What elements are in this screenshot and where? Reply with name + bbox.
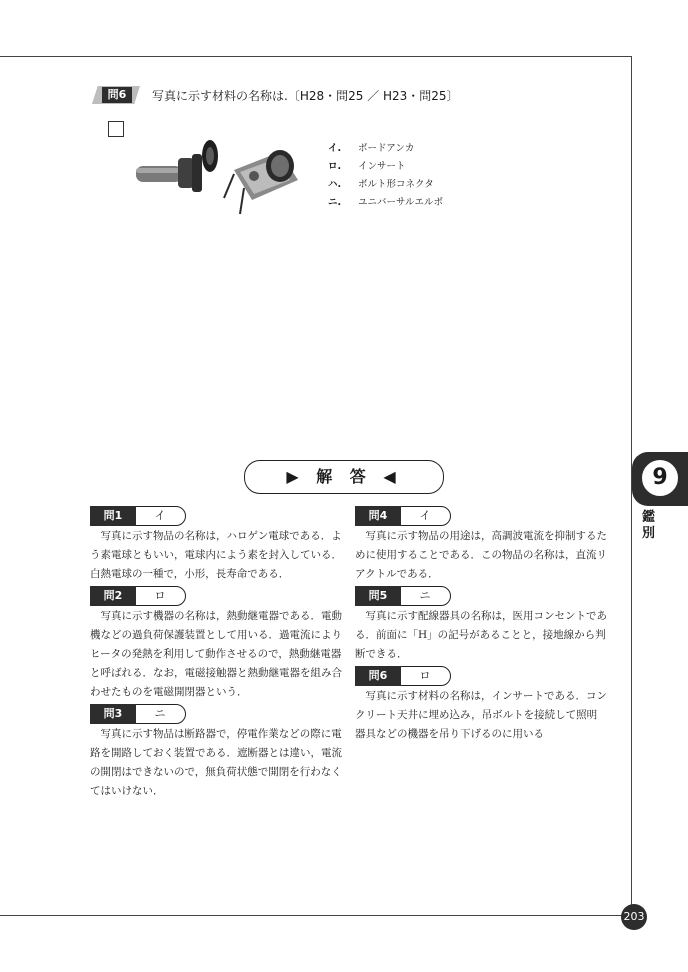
page-number: 203 [621,904,647,930]
option-key: ロ. [328,161,342,172]
answer-3-header [90,704,342,724]
answer-number: 問1 [90,506,136,526]
answer-1-text: 写真に示す物品の名称は，ハロゲン電球である．よう素電球ともいい，電球内によう素を封入している．白熱電球の一種で，小形，長寿命である． [90,530,342,580]
answer-6-text: 写真に示す材料の名称は，インサートである．コンクリート天井に埋め込み，吊ボルトを接続して照明器具などの機器を吊り下げるのに用いる [355,690,607,740]
option-ha [328,176,443,194]
insert-object-right [224,150,298,214]
option-label: ボードアンカ [358,143,415,154]
answer-number: 問3 [90,704,136,724]
answer-5-text: 写真に示す配線器具の名称は，医用コンセントである．前面に「H」の記号があることと，接地線から判断できる． [355,610,607,660]
chapter-number: 9 [640,458,680,498]
answer-3-text: 写真に示す物品は断路器で，停電作業などの際に電路を開路しておく装置である．遮断器とは違い，電流の開閉はできないので，無負荷状態で開閉を行わなくてはいけない． [90,728,342,797]
answer-section-banner [244,460,444,494]
chapter-label: 鑑別 [642,510,656,541]
question-badge [92,86,140,104]
option-ni [328,194,443,212]
answer-5-header [355,586,607,606]
answer-choice: イ [419,509,431,522]
option-key: ニ. [328,197,342,208]
answers-left-column [90,504,342,801]
answer-number: 問2 [90,586,136,606]
question-badge-label: 問6 [102,87,132,103]
question-text: 写真に示す材料の名称は.〔H28・問25 ／ H23・問25〕 [152,89,459,103]
answer-choice: ロ [419,669,431,682]
option-key: ハ. [328,179,342,190]
option-label: ユニバーサルエルボ [358,197,444,208]
answers-right-column [355,504,607,744]
answer-number: 問4 [355,506,401,526]
page-frame-bottom-line [0,915,632,916]
material-photo [130,128,310,218]
option-key: イ. [328,143,342,154]
answer-section-title: ▶ 解 答 ◀ [286,467,402,486]
answer-number: 問5 [355,586,401,606]
answer-choice: イ [154,509,166,522]
option-label: インサート [358,161,406,172]
option-i [328,140,443,158]
answer-1-header [90,506,342,526]
answer-2-text: 写真に示す機器の名称は，熱動継電器である．電動機などの過負荷保護装置として用いる．過電流によりヒータの発熱を利用して動作させるので，熱動継電器と呼ばれる．なお，電磁接触器と熱動継電器を組み合わせたものを電磁開閉器という． [90,610,342,698]
answer-2-header [90,586,342,606]
answer-4-header [355,506,607,526]
answer-checkbox[interactable] [108,121,124,137]
option-ro [328,158,443,176]
anchor-object-left [136,140,218,192]
answer-number: 問6 [355,666,401,686]
answer-options [328,140,443,212]
page-frame-top-line [0,56,632,57]
option-label: ボルト形コネクタ [358,179,434,190]
answer-4-text: 写真に示す物品の用途は，高調波電流を抑制するために使用することである．この物品の名称は，直流リアクトルである． [355,530,607,580]
answer-6-header [355,666,607,686]
answer-choice: ニ [154,707,166,720]
answer-choice: ロ [154,589,166,602]
answer-choice: ニ [419,589,431,602]
